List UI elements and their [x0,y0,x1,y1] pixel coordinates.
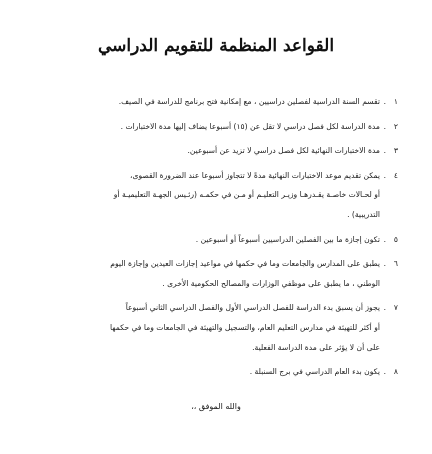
rule-number: ٢ [393,121,398,131]
rule-text-line: مدة الدراسة لكل فصل دراسي لا تقل عن (١٥) أسبوعا يضاف إليها مدة الاختبارات . [120,121,380,131]
rule-text-line: تقسم السنة الدراسية لفصلين دراسيين ، مع إمكانية فتح برنامج للدراسة في الصيف. [118,97,380,106]
rule-text-line: يمكن تقديم موعد الاختبارات النهائية مدةً لا تتجاوز أسبوعا عند الضرورة القصوى، [130,170,380,180]
rule-item [28,117,398,137]
rule-text-line: تكون إجازة ما بين الفصلين الدراسيين أسبوعاً أو أسبوعين . [195,234,380,244]
rule-text-line: على أن لا يؤثر على مدة الدراسة الفعلية. [252,342,380,352]
rule-text [28,254,380,293]
rule-item [28,141,398,161]
rules-list [28,92,398,387]
rule-text-line: التدريبية) . [347,209,380,219]
rule-number: ٧ [393,303,398,313]
rule-number: ٣ [393,146,398,156]
rule-number: ٤ [393,170,398,180]
rule-text [28,362,380,382]
rule-item [28,362,398,382]
document-title: القواعد المنظمة للتقويم الدراسي [97,36,335,56]
rule-number: ٨ [393,367,398,377]
rule-text [28,141,380,161]
rule-text-line: يكون بدء العام الدراسي في برج السنبلة . [249,367,380,377]
rule-number-dot: . [383,170,386,180]
rule-text-line: أو لحـالات خاصـة يقـدرهـا وزيـر التعليـم أو مـن في حكمـه (رئـيس الجهـة التعليميـة أو [113,190,380,200]
rule-item [28,254,398,293]
rule-text-line: مدة الاختبارات النهائية لكل فصل دراسي لا تزيد عن أسبوعين. [187,146,380,156]
rule-text [28,117,380,137]
rule-text-line: أو أكثر للتهيئة في مدارس التعليم العام، والتسجيل والتهيئة في الجامعات وما في حكمها [109,322,380,332]
rule-number-dot: . [383,303,386,313]
rule-text [28,230,380,250]
rule-number: ٥ [393,234,398,244]
closing-text: والله الموفق ،، [191,402,241,411]
rule-item [28,166,398,225]
rule-number: ١ [393,97,398,106]
rule-text-line: يجوز أن يسبق بدء الدراسة للفصل الدراسي الأول والفصل الدراسي الثاني أسبوعاً [125,303,380,313]
rule-number-dot: . [383,234,386,244]
rule-text-line: يطبق على المدارس والجامعات وما في حكمها في مواعيد إجازات العيدين وإجازة اليوم [110,259,380,269]
rule-item [28,230,398,250]
rule-text [28,298,380,357]
rule-number-dot: . [383,259,386,269]
rule-number-dot: . [383,97,386,106]
rule-item [28,92,398,112]
rule-text [28,92,380,112]
rule-number: ٦ [393,259,398,269]
rule-text [28,166,380,225]
rule-item [28,298,398,357]
rule-text-line: الوطني ، ما يطبق على موظفي الوزارات والمصالح الحكومية الأخرى . [162,278,380,288]
rule-number-dot: . [383,146,386,156]
rule-number-dot: . [383,121,386,131]
rule-number-dot: . [383,367,386,377]
